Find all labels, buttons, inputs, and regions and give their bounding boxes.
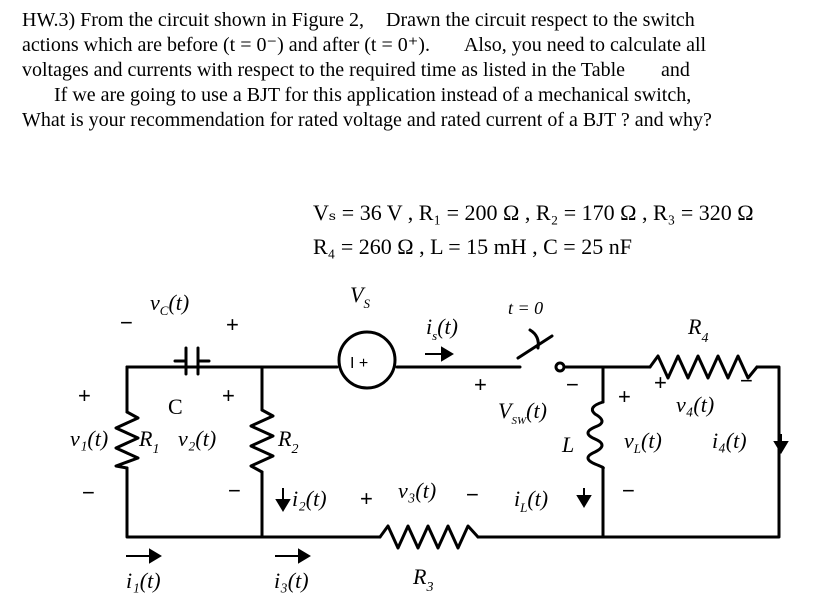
question-line-3b: and <box>661 59 690 81</box>
v4-plus: + <box>654 370 667 395</box>
question-line-3a: voltages and currents with respect to the required time as listed in the Table <box>22 59 626 81</box>
v3-minus: − <box>466 482 479 507</box>
r2-label: $R_2$ <box>278 426 299 457</box>
source-symbol: I + <box>350 355 369 372</box>
i3-arrow-head <box>299 550 309 562</box>
inductor-l <box>588 402 603 468</box>
i2-arrow-head <box>277 500 289 510</box>
capacitor-label: C <box>168 394 183 419</box>
switch-time-label: t = 0 <box>508 298 544 318</box>
vsw-label: $V_{SW}(t)$ <box>498 398 547 427</box>
i4-arrow-head <box>775 442 787 452</box>
switch-contact <box>556 363 564 371</box>
question-line-1b: Drawn the circuit respect to the switch <box>386 9 695 31</box>
is-label: $i_s(t)$ <box>426 314 458 343</box>
i1-label: i₁(t) <box>126 568 161 593</box>
parameters-line-1: Vₛ = 36 V , R₁ = 200 Ω , R₂ = 170 Ω , R₃ = 320 Ω <box>313 200 754 225</box>
resistor-r2 <box>251 410 273 472</box>
r1-label: $R_1$ <box>139 426 160 457</box>
r3-label: $R_3$ <box>413 564 434 595</box>
is-arrow-head <box>442 348 452 360</box>
question-line-2b: Also, you need to calculate all <box>463 34 707 56</box>
vc-label: $v_C(t)$ <box>150 290 190 318</box>
il-arrow-head <box>578 496 590 506</box>
question-line-4: If we are going to use a BJT for this application instead of a mechanical switch, <box>54 84 692 106</box>
inductor-label: L <box>562 432 575 457</box>
v2-minus: − <box>228 478 241 503</box>
v3-plus: + <box>360 486 373 511</box>
v4-label: v₄(t) <box>676 392 715 417</box>
parameters-line-2: R₄ = 260 Ω , L = 15 mH , C = 25 nF <box>313 234 632 259</box>
vl-plus: + <box>618 384 631 409</box>
question-line-2a: actions which are before (t = 0⁻) and after (t = 0⁺). <box>22 34 430 56</box>
i4-label: i₄(t) <box>712 428 747 453</box>
vsw-plus: + <box>474 372 487 397</box>
r4-label: $R_4$ <box>688 314 709 346</box>
i1-arrow-head <box>150 550 160 562</box>
vl-minus: − <box>622 478 635 503</box>
v2-plus: + <box>222 383 235 408</box>
i3-label: i₃(t) <box>274 568 309 593</box>
v1-plus: + <box>78 383 91 408</box>
question-line-5: What is your recommendation for rated voltage and rated current of a BJT ? and why? <box>22 109 712 131</box>
vc-minus: − <box>120 310 133 335</box>
capacitor-c <box>175 348 209 374</box>
switch-blade <box>518 336 552 358</box>
i2-label: i₂(t) <box>292 486 327 511</box>
wire-bottom-left <box>127 468 380 537</box>
vsw-minus: − <box>566 372 579 397</box>
v1-minus: − <box>82 480 95 505</box>
vl-label: $v_L(t)$ <box>624 428 662 456</box>
resistor-r1 <box>116 412 138 468</box>
il-label: $i_L(t)$ <box>514 486 549 515</box>
resistor-r3 <box>380 526 478 548</box>
vc-plus: + <box>226 312 239 337</box>
v3-label: v₃(t) <box>398 478 437 503</box>
v2-label: v₂(t) <box>178 426 217 451</box>
v4-minus: − <box>740 368 753 393</box>
question-line-1a: HW.3) From the circuit shown in Figure 2, <box>22 9 365 31</box>
vs-label: $V_S$ <box>350 282 370 311</box>
v1-label: v₁(t) <box>70 426 109 451</box>
switch-arc <box>530 330 538 348</box>
